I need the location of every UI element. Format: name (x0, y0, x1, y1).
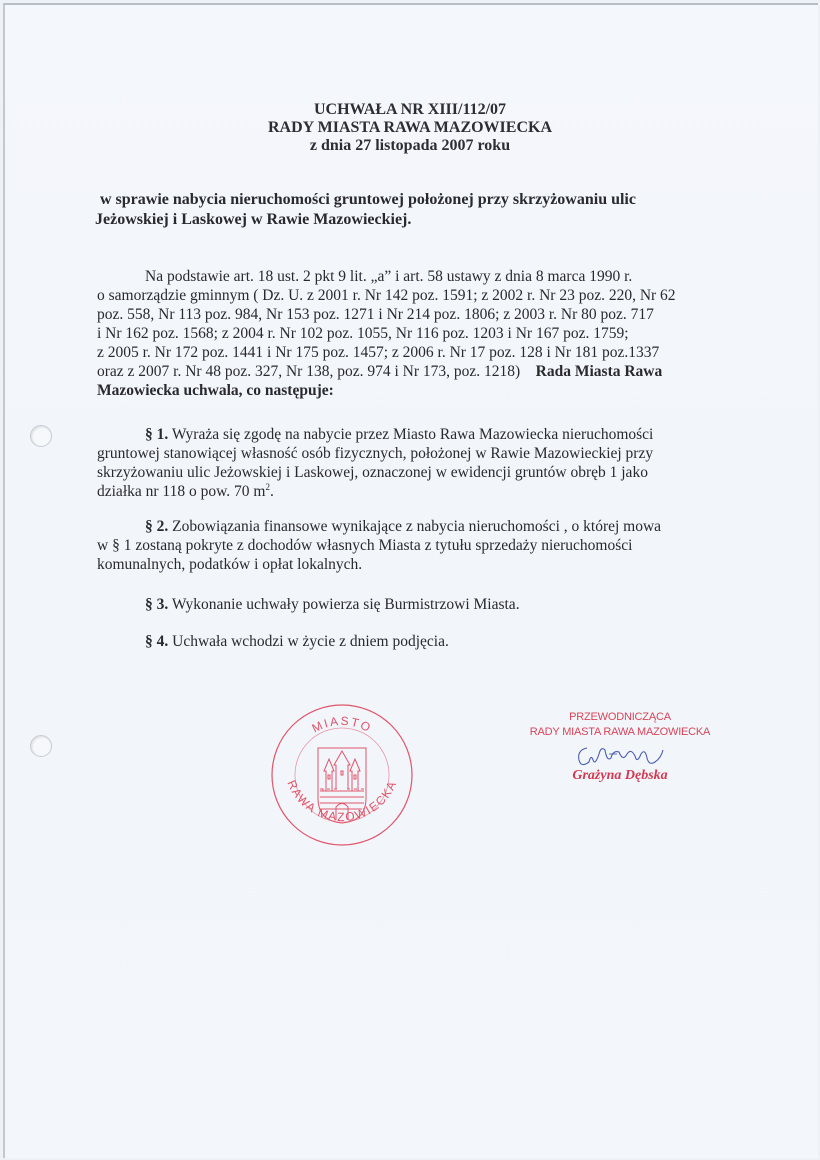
section-mark: § 3. (145, 596, 169, 613)
section-line (97, 483, 274, 501)
stamp-bottom-text: RAWA MAZOWIECKA (284, 777, 400, 825)
preamble-line (97, 363, 662, 381)
section-text: Uchwała wchodzi w życie z dniem podjęcia. (168, 633, 449, 650)
section-line: gruntowej stanowiącej własność osób fizycznych, położonej w Rawie Mazowieckiej przy (97, 445, 654, 462)
signatory-name: Grażyna Dębska (572, 768, 668, 783)
svg-text:MIASTO (310, 714, 375, 736)
council-resolves: Rada Miasta Rawa (535, 363, 663, 380)
preamble-line: o samorządzie gminnym ( Dz. U. z 2001 r. Nr 142 poz. 1591; z 2002 r. Nr 23 poz. 220, Nr 62 (97, 287, 676, 304)
section-text: Wyraża się zgodę na nabycie przez Miasto Rawa Mazowiecka nieruchomości (168, 426, 654, 443)
document-page (3, 3, 818, 1158)
section-line (145, 426, 653, 444)
subject-line-1: w sprawie nabycia nieruchomości gruntowej położonej przy skrzyżowaniu ulic (100, 191, 636, 208)
city-seal-icon (270, 703, 414, 847)
section-text: działka nr 118 o pow. 70 m (97, 483, 266, 500)
section-text: . (269, 483, 274, 500)
signature-block (520, 710, 720, 784)
section-line (145, 518, 661, 536)
section-mark: § 4. (145, 633, 169, 650)
signature-icon (565, 740, 675, 770)
section-3 (145, 596, 520, 614)
section-text: Zobowiązania finansowe wynikające z nabycia nieruchomości , o której mowa (168, 518, 662, 535)
section-text: Wykonanie uchwały powierza się Burmistrzowi Miasta. (168, 596, 520, 613)
preamble-line: poz. 558, Nr 113 poz. 984, Nr 153 poz. 1271 i Nr 214 poz. 1806; z 2003 r. Nr 80 poz. 717 (97, 306, 654, 323)
resolution-date: z dnia 27 listopada 2007 roku (309, 137, 511, 154)
section-line: w § 1 zostaną pokryte z dochodów własnych Miasta z tytułu sprzedaży nieruchomości (97, 537, 633, 554)
svg-text:RAWA MAZOWIECKA (284, 778, 399, 824)
resolution-title: UCHWAŁA NR XIII/112/07 (313, 101, 507, 118)
preamble-line: i Nr 162 poz. 1568; z 2004 r. Nr 102 poz. 1055, Nr 116 poz. 1203 i Nr 167 poz. 1759; (97, 325, 629, 342)
preamble-citation-end: oraz z 2007 r. Nr 48 poz. 327, Nr 138, poz. 974 i Nr 173, poz. 1218) (97, 363, 521, 380)
section-mark: § 1. (145, 426, 169, 443)
stamp-top-text: MIASTO (309, 713, 375, 736)
superscript: 2 (265, 481, 270, 492)
section-mark: § 2. (145, 518, 169, 535)
council-name: RADY MIASTA RAWA MAZOWIECKA (267, 119, 553, 136)
section-line: skrzyżowaniu ulic Jeżowskiej i Laskowej, oznaczonej w ewidencji gruntów obręb 1 jako (97, 464, 648, 481)
punch-hole-icon (30, 425, 52, 447)
signatory-role: PRZEWODNICZĄCA (569, 711, 671, 723)
section-line: komunalnych, podatków i opłat lokalnych. (97, 556, 363, 573)
punch-hole-icon (30, 735, 52, 757)
resolves-line: Mazowiecka uchwala, co następuje: (97, 382, 334, 399)
signatory-body: RADY MIASTA RAWA MAZOWIECKA (529, 726, 711, 738)
preamble-line: Na podstawie art. 18 ust. 2 pkt 9 lit. „a” i art. 58 ustawy z dnia 8 marca 1990 r. (145, 268, 633, 285)
subject-line-2: Jeżowskiej i Laskowej w Rawie Mazowieckiej. (95, 211, 412, 228)
section-4 (145, 633, 449, 651)
preamble-line: z 2005 r. Nr 172 poz. 1441 i Nr 175 poz. 1457; z 2006 r. Nr 17 poz. 128 i Nr 181 poz.1337 (97, 344, 660, 361)
